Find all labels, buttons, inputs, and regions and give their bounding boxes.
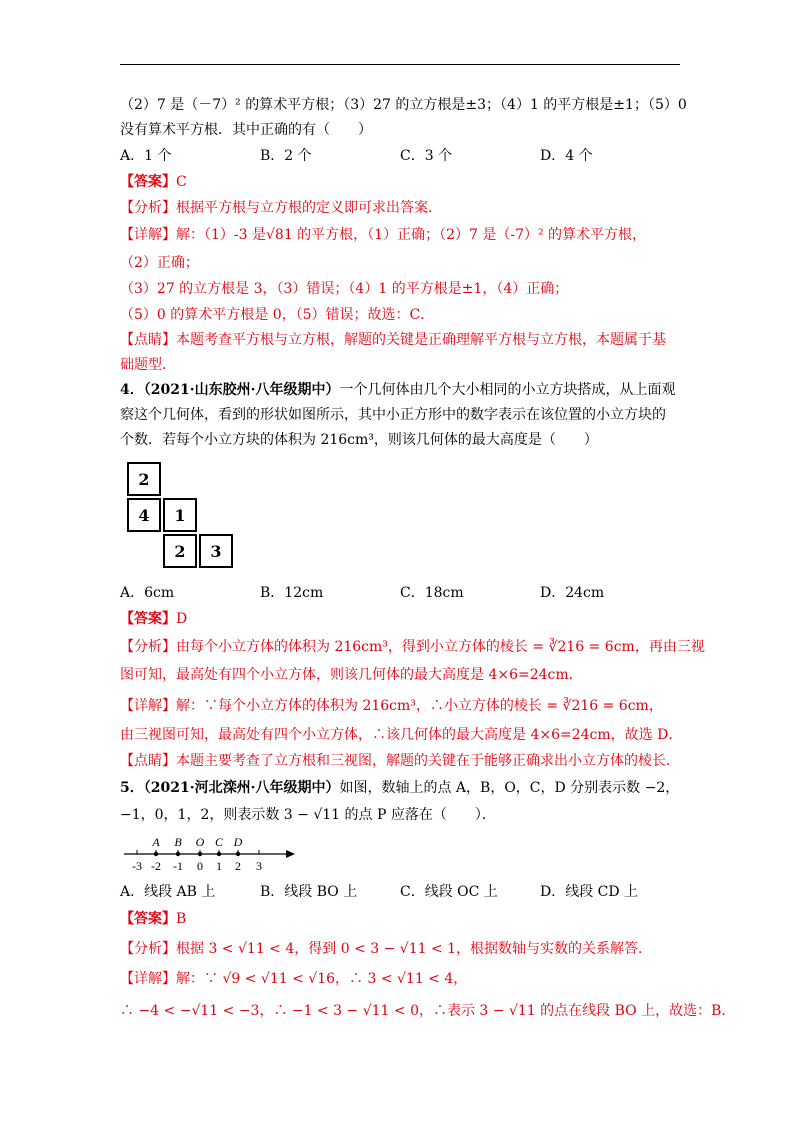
- answer-label: 【答案】: [120, 611, 176, 627]
- q5-number: 5．: [120, 780, 144, 796]
- q4-option-d[interactable]: D．24cm: [540, 585, 605, 601]
- q5-detail-1: 【详解】解：∵ √9 < √11 < √16，∴ 3 < √11 < 4，: [120, 971, 468, 987]
- cube-count-cell: 4: [127, 498, 161, 532]
- answer-label: 【答案】: [120, 174, 176, 190]
- tick-label: -1: [173, 859, 183, 873]
- q4-comment: 【点睛】本题主要考查了立方根和三视图，解题的关键在于能够正确求出小立方体的棱长．: [120, 753, 680, 769]
- q4-source: （2021·山东胶州·八年级期中）: [143, 382, 340, 398]
- q3-detail-3: （3）27 的立方根是 3，（3）错误；（4）1 的平方根是±1，（4）正确；: [120, 281, 569, 297]
- q4-number: 4．: [120, 382, 144, 398]
- q4-answer: [120, 610, 187, 628]
- answer-value: D: [176, 611, 188, 627]
- top-view-figure: [125, 458, 240, 573]
- q3-comment-2: 础题型．: [120, 357, 176, 373]
- q3-option-b[interactable]: B．2 个: [260, 148, 312, 164]
- q5-option-c[interactable]: C．线段 OC 上: [400, 884, 498, 900]
- q5-stem-text: 如图，数轴上的点 A，B，O，C，D 分别表示数 −2，: [339, 780, 680, 796]
- q5-option-b[interactable]: B．线段 BO 上: [260, 884, 358, 900]
- q3-detail-4: （5）0 的算术平方根是 0，（5）错误；故选：C．: [120, 307, 435, 323]
- tick-label: 2: [235, 859, 241, 873]
- cube-count-cell: 2: [127, 462, 161, 496]
- q4-option-c[interactable]: C．18cm: [400, 585, 464, 601]
- q4-detail-1: 【详解】解：∵每个小立方体的体积为 216cm³，∴小立方体的棱长 = ∛216 = 6cm，: [120, 698, 663, 714]
- answer-label: 【答案】: [120, 911, 176, 927]
- q3-line1: （2）7 是（－7）² 的算术平方根；（3）27 的立方根是±3；（4）1 的平方根是±1；（5）0: [120, 97, 687, 113]
- cube-count-cell: 2: [163, 534, 197, 568]
- tick-label: -2: [151, 859, 161, 873]
- q5-option-a[interactable]: A．线段 AB 上: [120, 884, 216, 900]
- q5-detail-2: ∴ −4 < −√11 < −3，∴ −1 < 3 − √11 < 0，∴表示 3 − √11 的点在线段 BO 上，故选：B．: [120, 1003, 736, 1019]
- answer-value: C: [176, 174, 187, 190]
- q5-analysis: 【分析】根据 3 < √11 < 4，得到 0 < 3 − √11 < 1，根据数轴与实数的关系解答．: [120, 941, 653, 957]
- q3-detail-2: （2）正确；: [120, 255, 199, 271]
- q3-line2: 没有算术平方根．其中正确的有（ ）: [120, 122, 372, 138]
- q4-option-a[interactable]: A．6cm: [120, 585, 175, 601]
- q5-stem-1: [120, 779, 679, 797]
- q4-option-b[interactable]: B．12cm: [260, 585, 324, 601]
- tick-label: 1: [216, 859, 222, 873]
- q4-stem-1: [120, 381, 675, 399]
- point-label-d: D: [233, 835, 243, 849]
- q5-option-d[interactable]: D．线段 CD 上: [540, 884, 639, 900]
- q5-source: （2021·河北滦州·八年级期中）: [143, 780, 340, 796]
- axis-arrow-icon: [286, 850, 295, 858]
- point-c-dot: [217, 852, 221, 856]
- cube-count-cell: 3: [199, 534, 233, 568]
- q4-analysis-2: 图可知，最高处有四个小立方体，则该几何体的最大高度是 4×6=24cm．: [120, 667, 583, 683]
- point-d-dot: [236, 852, 240, 856]
- q3-option-d[interactable]: D．4 个: [540, 148, 593, 164]
- point-b-dot: [176, 852, 180, 856]
- point-label-o: O: [195, 835, 205, 849]
- header-rule: [120, 64, 680, 65]
- point-a-dot: [154, 852, 158, 856]
- answer-value: B: [176, 911, 187, 927]
- tick-label: 3: [256, 859, 262, 873]
- q3-comment-1: 【点睛】本题考查平方根与立方根，解题的关键是正确理解平方根与立方根，本题属于基: [120, 332, 666, 348]
- tick-label: 0: [197, 859, 203, 873]
- q3-option-c[interactable]: C．3 个: [400, 148, 453, 164]
- cube-count-cell: 1: [163, 498, 197, 532]
- number-line-figure: [120, 832, 295, 876]
- q4-stem-3: 个数．若每个小立方块的体积为 216cm³，则该几何体的最大高度是（ ）: [120, 432, 598, 448]
- q4-analysis-1: 【分析】由每个小立方体的体积为 216cm³，得到小立方体的棱长 = ∛216 = 6cm，再由三视: [120, 639, 705, 655]
- q4-detail-2: 由三视图可知，最高处有四个小立方体，∴该几何体的最大高度是 4×6=24cm，故选 D．: [120, 727, 683, 743]
- point-o-dot: [198, 852, 202, 856]
- point-label-c: C: [214, 835, 224, 849]
- point-label-a: A: [152, 835, 160, 849]
- q5-stem-2: −1，0，1，2，则表示数 3 − √11 的点 P 应落在（ ）．: [120, 807, 496, 823]
- q4-stem-2: 察这个几何体，看到的形状如图所示，其中小正方形中的数字表示在该位置的小立方块的: [120, 407, 666, 423]
- q4-stem-text: 一个几何体由几个大小相同的小立方块搭成，从上面观: [339, 382, 676, 398]
- q3-detail-1: 【详解】解：（1）-3 是√81 的平方根，（1）正确；（2）7 是（-7）² 的算术平方根，: [120, 227, 647, 243]
- tick-label: -3: [132, 859, 142, 873]
- q3-option-a[interactable]: A．1 个: [120, 148, 172, 164]
- point-label-b: B: [174, 835, 182, 849]
- q5-answer: [120, 910, 186, 928]
- q3-answer: [120, 173, 187, 191]
- q3-analysis: 【分析】根据平方根与立方根的定义即可求出答案．: [120, 200, 442, 216]
